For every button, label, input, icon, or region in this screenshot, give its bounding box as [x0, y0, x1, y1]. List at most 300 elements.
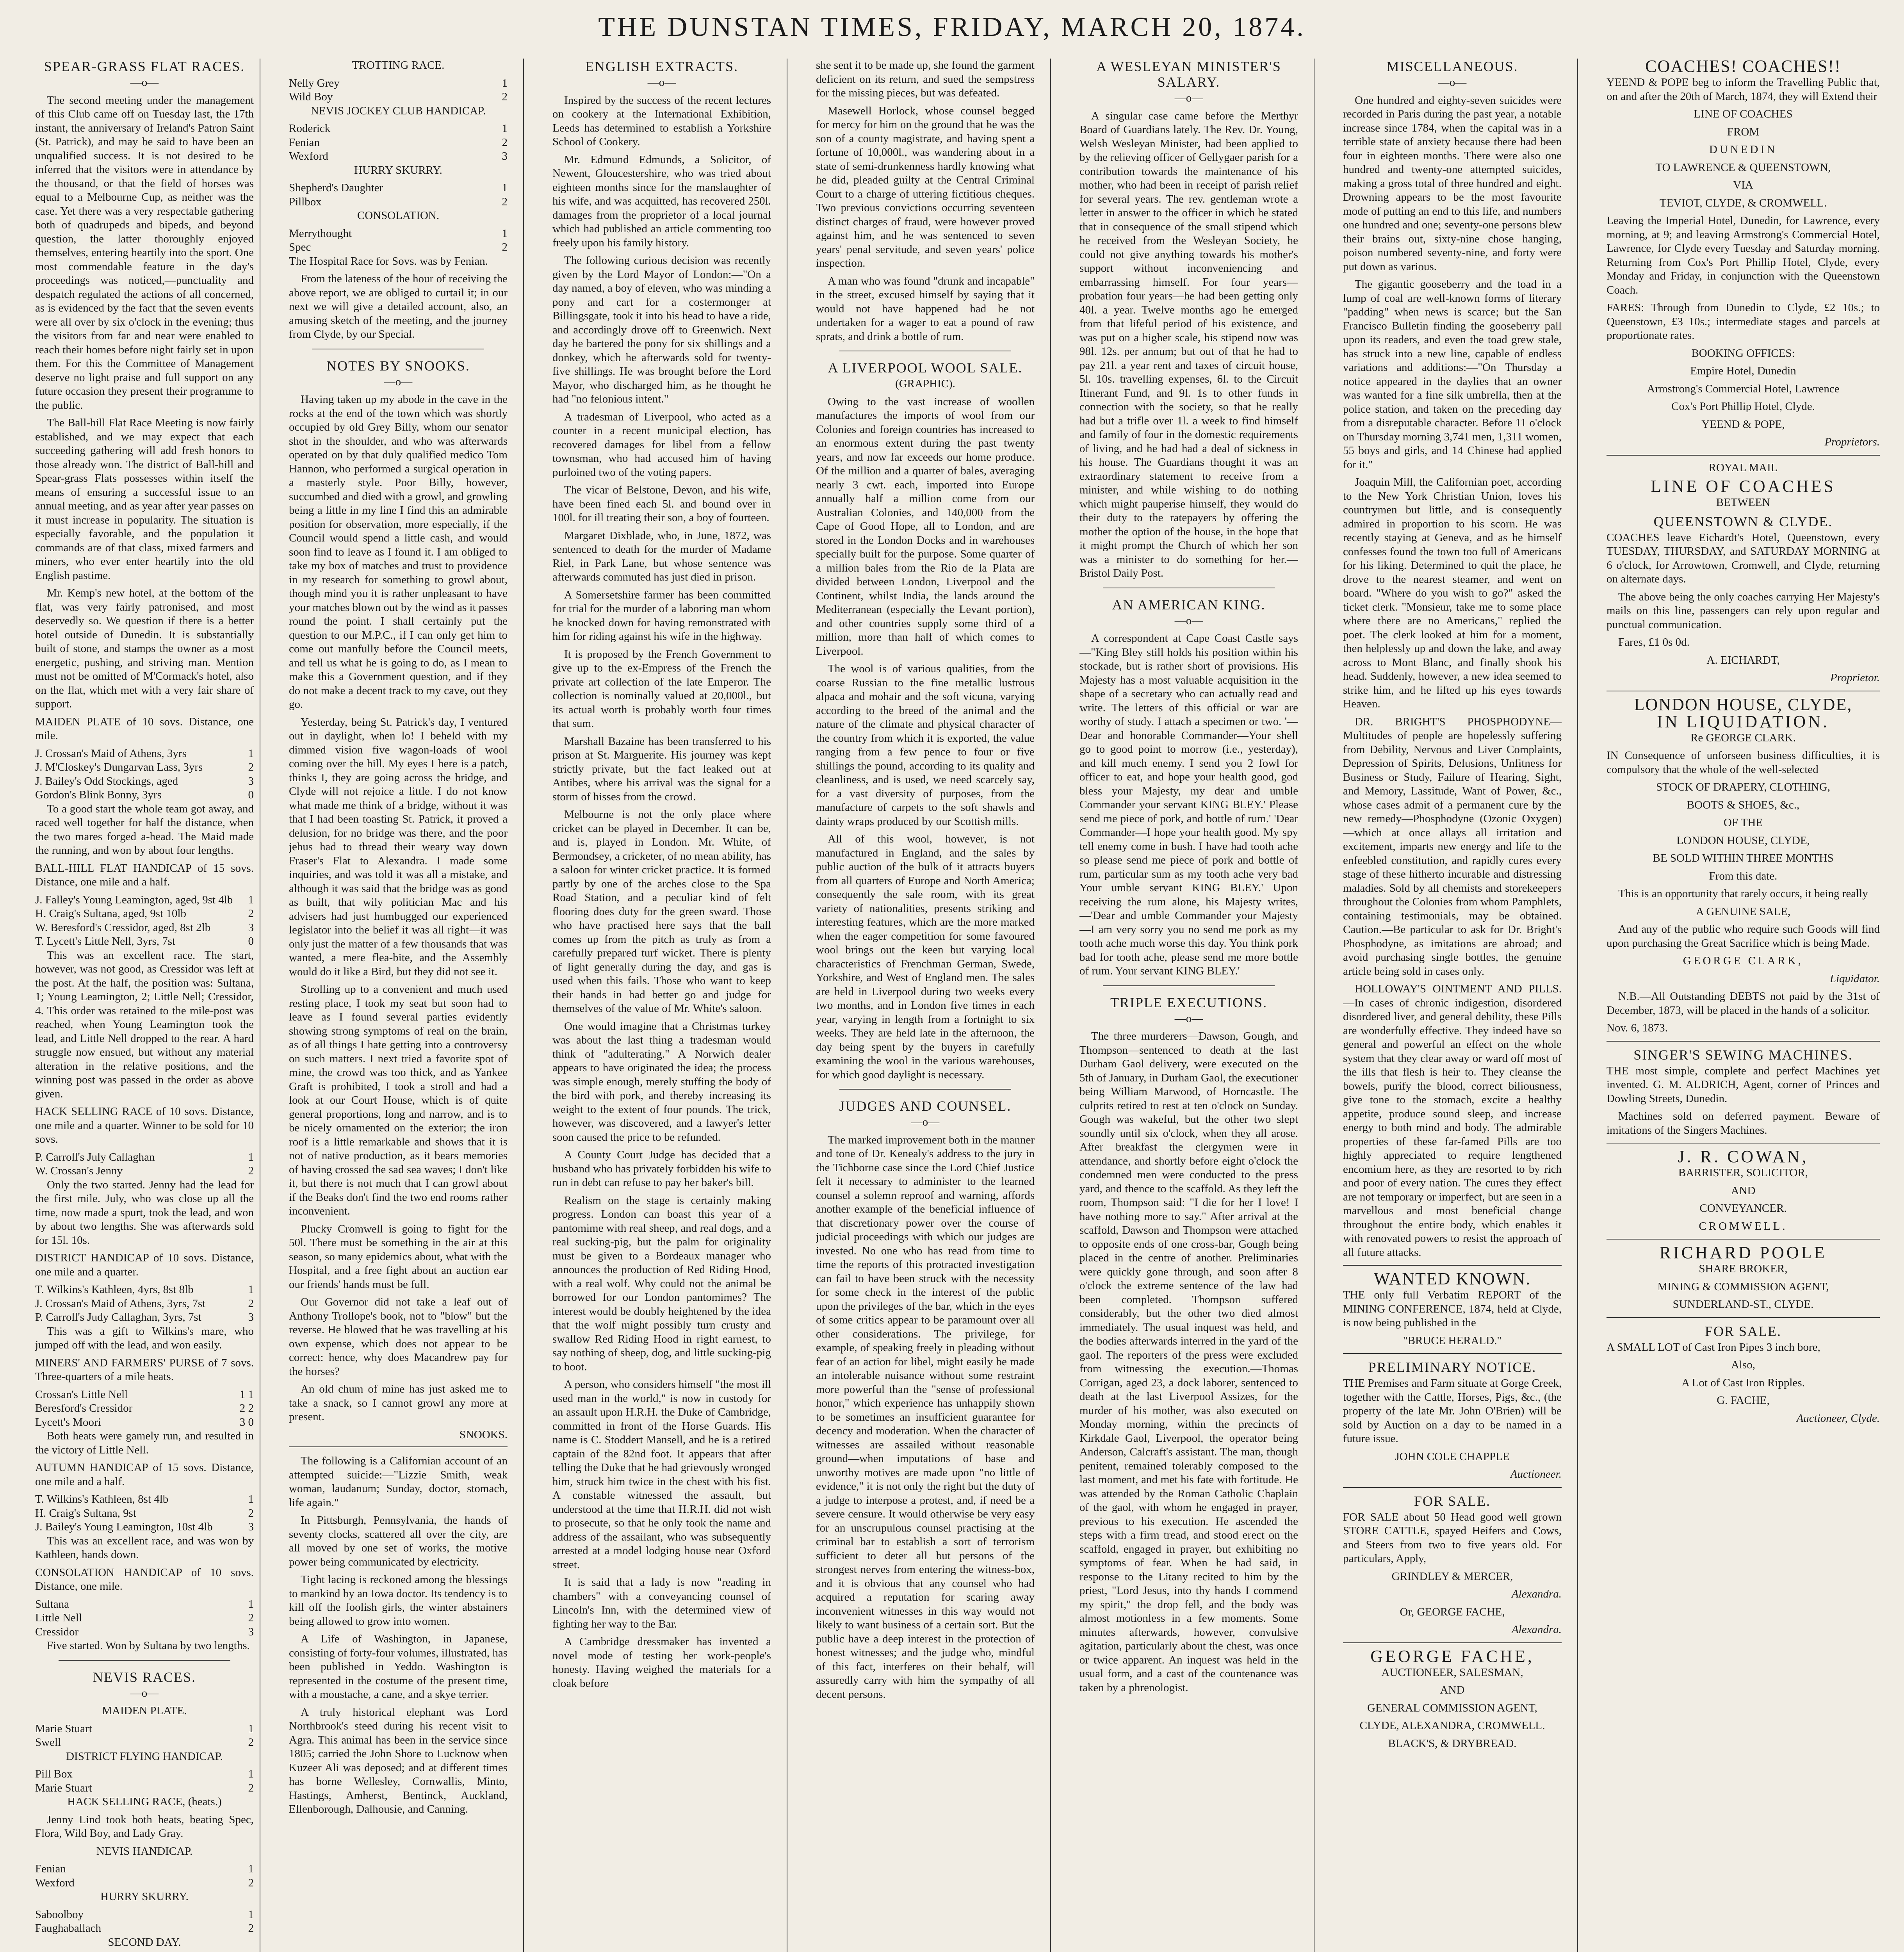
paragraph: Jenny Lind took both heats, beating Spec, Flora, Wild Boy, and Lady Gray.: [35, 1813, 254, 1840]
placing: 1: [248, 1908, 254, 1921]
horse-name: Faughaballach: [35, 1922, 102, 1934]
result-row: [35, 788, 254, 802]
ad-text: COACHES leave Eichardt's Hotel, Queenstown, every TUESDAY, THURSDAY, and SATURDAY MORNING at 6 o'clock, for Arrowtown, Cromwell, and Clyde, returning on alternate days.: [1607, 531, 1880, 585]
result-row: [35, 1520, 254, 1534]
result-row: [289, 181, 508, 195]
result-row: [35, 907, 254, 921]
ad-text: A GENUINE SALE,: [1696, 905, 1791, 918]
paragraph: The Ball-hill Flat Race Meeting is now fairly established, and we may expect that each succeeding gathering will add fresh honors to those already won. The district of Ball-hill and Spear-grass Flats possesses within itself the means of ensuring a successful issue to an annual meeting, and as year after year passes on it must increase in popularity. The situation is especially favorable, and the population it commands are of that class, mixed farmers and miners, who ever enter heartily into the old English pastime.: [35, 417, 254, 582]
ad-role: Auctioneer, Clyde.: [1796, 1412, 1880, 1425]
horse-name: T. Wilkins's Kathleen, 8st 4lb: [35, 1493, 169, 1505]
placing: 0: [248, 935, 254, 948]
results: [35, 1598, 254, 1639]
paragraph: The wool is of various qualities, from the coarse Russian to the fine metallic lustrous alpaca and mohair and the soft vicuna, varying according to the breed of the animal and the nature of the climate and physical character of the country from which it is exported, the value ranging from a few pence to four or five shillings the pound, according to its quality and cleanliness, and is used, we need scarcely say, for a vast diversity of purposes, from the manufacture of carpets to the soft shawls and dainty wraps produced by our Scottish mills.: [816, 663, 1035, 828]
results: [35, 1722, 254, 1750]
results: [35, 1908, 254, 1936]
article-title: A LIVERPOOL WOOL SALE.: [828, 360, 1023, 376]
race-title: HACK SELLING RACE of 10 sovs. Distance, one mile and a quarter. Winner to be sold for 10 sovs.: [35, 1105, 254, 1145]
ad-place: Alexandra.: [1511, 1623, 1562, 1636]
results: [35, 747, 254, 802]
horse-name: H. Craig's Sultana, 9st: [35, 1507, 136, 1519]
column-4: she sent it to be made up, she found the garment deficient on its return, and sued the sempstress for the missing pieces, but was defeated. Masewell Horlock, whose counsel begged for mercy for him on the ground that he was the son of a county magistrate, and having spent a fortune of 10,000l., was wandering about in a state of semi-drunkenness hardly knowing what he did, pleaded guilty at the Central Criminal Court to a charge of uttering fictitious cheques. Two previous convictions occurring seventeen distinct charges of fraud, were however proved against him, and he was sentenced to seven years' penal servitude, and seven years' police inspection. A man who was found "drunk and incapable" in the street, excused himself by saying that it would not have happened had he not undertaken for a wager to eat a pound of raw sprats, and drink a bottle of rum. A LIVERPOOL WOOL SALE. (GRAPHIC). Owing to the vast increase of woollen manufactures the imports of wool from our Colonies and foreign countries has increased to an enormous extent during the past twenty years, and now far exceeds our home produce. Of the million and a quarter of bales, averaging nearly 3 cwt. each, imported into Europe annually half a million come from our Australian Colonies, and 140,000 from the Cape of Good Hope, all to London, and are stored in the London Docks and in warehouses specially built for the purpose. Some quarter of a million bales from the Rio de la Plata are divided between London, Liverpool and the Continent, whilst India, the lands around the Mediterranean (especially the Levant portion), and other countries supply some third of a million, more than half of which comes to Liverpool. The wool is of various qualities, from the coarse Russian to the fine metallic lustrous alpaca and mohair and the soft vicuna, varying according to the breed of the animal and the nature of the climate and physical character of the country from which it is exported, the value ranging from a few pence to four or five shillings the pound, according to its quality and cleanliness, and is used, we need scarcely say, for a vast diversity of purposes, from the manufacture of carpets to the soft shawls and dainty wraps produced by our Scottish mills. All of this wool, however, is not manufactured in England, and the sales by public auction of the bulk of it attracts buyers from all quarters of Europe and North America; consequently the sale room, with its great variety of nationalities, presents striking and interesting features, which are the more marked when the eager competition for some favoured wool brings out the keen but varying local characteristics of Frenchman German, Swede, Yorkshire, and West of England men. The sales are held in Liverpool during two weeks every two months, and in London five times in each year, varying in length from a fortnight to six weeks. They are held late in the afternoon, the day being spent by the buyers in carefully examining the wool in the various warehouses, for which good daylight is necessary. JUDGES AND COUNSEL. —o— The marked improvement both in the manner and tone of Dr. Kenealy's address to the jury in the Tichborne case since the Lord Chief Justice felt it necessary to administer to the learned counsel a solemn reproof and warning, affords another example of the beneficial influence of that discretionary power over the course of judicial proceedings with which our judges are invested. No one who has read from time to time the reports of this protracted investigation can fail to have been struck with the necessity for some check in the interest of the public upon the privileges of the bar, which in the eyes of some critics appear to be paramount over all other considerations. The privilege, for example, of speaking freely in pleading without fear of an action for libel, might easily be made an intolerable nuisance without some restraint more powerful than the "sense of professional honor," which experience has unhappily shown to be sometimes an insufficient guarantee for decency and moderation. When the character of witnesses are assailed without reasonable ground—when imputations of base and unworthy motives are made upon "no little of evidence," it is not only the right but the duty of a judge to interpose a protest, and, if need be a severe censure. It would otherwise be very easy for an unscrupulous counsel practising at the criminal bar to establish a sort of terrorism sufficient to deter all but persons of the strongest nerves from entering the witness-box, and it is obvious that any counsel who had acquired a reputation for scaring away inconvenient witnesses in this way would not likely to want business of a certain sort. But the public have a deep interest in the protection of honest witnesses; and the judge who, mindful of this fact, interferes on their behalf, will assuredly carry with him the sympathy of all decent persons.: [816, 59, 1035, 1952]
paragraph: A County Court Judge has decided that a husband who has privately forbidden his wife to run in debt can refuse to pay her baker's bill.: [552, 1149, 771, 1189]
result-row: [289, 90, 508, 104]
placing: 1: [248, 1151, 254, 1163]
race-title: CONSOLATION.: [357, 209, 440, 222]
ad-title: PRELIMINARY NOTICE.: [1368, 1359, 1537, 1375]
ad-text: BARRISTER, SOLICITOR,: [1678, 1167, 1808, 1179]
ad-title: GEORGE FACHE,: [1370, 1646, 1534, 1666]
ad-text: THE only full Verbatim REPORT of the MINING CONFERENCE, 1874, held at Clyde, is now being published in the: [1343, 1289, 1562, 1329]
race-title: DISTRICT FLYING HANDICAP.: [66, 1750, 223, 1763]
results: [289, 227, 508, 255]
paragraph: A Life of Washington, in Japanese, consisting of forty-four volumes, illustrated, has been published in Yeddo. Washington is represented in the costume of the present time, with a moustache, a cane, and a skye terrier.: [289, 1633, 508, 1701]
ad-text: SHARE BROKER,: [1699, 1263, 1788, 1275]
results: [35, 1862, 254, 1890]
placing: 2: [502, 91, 508, 103]
ad-text: Leaving the Imperial Hotel, Dunedin, for Lawrence, every morning, at 9; and leaving Armstrong's Commercial Hotel, Lawrence, for Clyde every Tuesday and Saturday morning. Returning from Cox's Port Phillip Hotel, Clyde, every Monday and Friday, in conjunction with the Queenstown Coach.: [1607, 214, 1880, 296]
placing: 3: [248, 775, 254, 787]
result-row: [289, 150, 508, 164]
horse-name: Marie Stuart: [35, 1722, 92, 1735]
horse-name: T. Lycett's Little Nell, 3yrs, 7st: [35, 935, 176, 948]
ad-text: Armstrong's Commercial Hotel, Lawrence: [1647, 382, 1840, 395]
paragraph: All of this wool, however, is not manufactured in England, and the sales by public auction of the bulk of it attracts buyers from all quarters of Europe and North America; consequently the sale room, with its great variety of nationalities, presents striking and interesting features, which are the more marked when the eager competition for some favoured wool brings out the keen but varying local characteristics of Frenchman German, Swede, Yorkshire, and West of England men. The sales are held in Liverpool during two weeks every two months, and in London five times in each year, varying in length from a fortnight to six weeks. They are held late in the afternoon, the day being spent by the buyers in carefully examining the wool in the various warehouses, for which good daylight is necessary.: [816, 833, 1035, 1081]
result-row: [35, 1876, 254, 1890]
ad-text: Machines sold on deferred payment. Beware of imitations of the Singers Machines.: [1607, 1110, 1880, 1136]
article-title: NEVIS RACES.: [93, 1669, 196, 1685]
ad-text: SUNDERLAND-ST., CLYDE.: [1672, 1298, 1814, 1311]
results: [35, 1283, 254, 1325]
horse-name: Crossan's Little Nell: [35, 1388, 128, 1401]
paragraph: A Somersetshire farmer has been committed for trial for the murder of a laboring man whom he knocked down for having remonstrated with him for riding against his wife in the highway.: [552, 588, 771, 643]
ad-text: AND: [1440, 1684, 1465, 1696]
result-row: [35, 1151, 254, 1165]
ad-name: GRINDLEY & MERCER,: [1391, 1570, 1513, 1583]
paragraph: A truly historical elephant was Lord Northbrook's steed during his recent visit to Agra. This animal has been in the service since 1805; carried the John Shore to Lucknow when Kuzeer Ali was deposed; and at different times has borne Wellesley, Cornwallis, Minto, Hastings, Amherst, Bentinck, Auckland, Ellenborough, Dalhousie, and Canning.: [289, 1706, 508, 1815]
ad-text: BE SOLD WITHIN THREE MONTHS: [1653, 852, 1834, 864]
ad-title: FOR SALE.: [1705, 1323, 1782, 1339]
horse-name: Gordon's Blink Bonny, 3yrs: [35, 789, 162, 801]
result-row: [35, 1492, 254, 1507]
ad-text: A SMALL LOT of Cast Iron Pipes 3 inch bore,: [1607, 1341, 1820, 1354]
horse-name: Lycett's Moori: [35, 1416, 101, 1428]
result-row: [289, 227, 508, 241]
race-title: DISTRICT HANDICAP of 10 sovs. Distance, one mile and a quarter.: [35, 1252, 254, 1278]
column-3: ENGLISH EXTRACTS. —o— Inspired by the success of the recent lectures on cookery at the International Exhibition, Leeds has determined to establish a Yorkshire School of Cookery. Mr. Edmund Edmunds, a Solicitor, of Newent, Gloucestershire, who was tried about eighteen months since for the manslaughter of his wife, and was acquitted, has recovered 250l. damages from the proprietor of a local journal which had published an article commenting too freely upon his family history. The following curious decision was recently given by the Lord Mayor of London:—"On a day named, a boy of eleven, who was minding a pony and cart for a costermonger at Billingsgate, took it into his head to have a ride, and accordingly drove off to Greenwich. Next day he bartered the pony for six shillings and a donkey, which he afterwards sold for twenty-five shillings. He was brought before the Lord Mayor, who discharged him, as he thought he had "no felonious intent." A tradesman of Liverpool, who acted as a counter in a recent municipal election, has recovered damages for libel from a fellow townsman, who had accused him of having purloined two of the voting papers. The vicar of Belstone, Devon, and his wife, have been fined each 5l. and bound over in 100l. for ill treating their son, a boy of fourteen. Margaret Dixblade, who, in June, 1872, was sentenced to death for the murder of Madame Riel, in Park Lane, but whose sentence was afterwards commuted has just died in prison. A Somersetshire farmer has been committed for trial for the murder of a laboring man whom he knocked down for having remonstrated with him for riding against his wife in the highway. It is proposed by the French Government to give up to the ex-Empress of the French the private art collection of the late Emperor. The collection is nominally valued at 20,000l., but its actual worth is probably worth four times that sum. Marshall Bazaine has been transferred to his prison at St. Marguerite. His journey was kept strictly private, but the fact leaked out at Antibes, where his arrival was the signal for a storm of hisses from the crowd. Melbourne is not the only place where cricket can be played in December. It can be, and is, played in London. Mr. White, of Bermondsey, a cricketer, of no mean ability, has a saloon for winter cricket practice. It is formed partly by one of the arches close to the Spa Road Station, and a peculiar kind of felt flooring does duty for the green sward. Those who have practised here says that the ball comes up from the pitch as truly as from a carefully prepared turf wicket. There is plenty of light generally during the day, and gas is used when this fails. Those who want to keep their hands in had better go and judge for themselves of the value of Mr. White's saloon. One would imagine that a Christmas turkey was about the last thing a tradesman would think of "adulterating." A Norwich dealer appears to have originated the idea; the process was simple enough, merely stuffing the body of the bird with pork, and thereby increasing its weight to the extent of four pounds. The trick, however, was discovered, and a lawyer's letter soon caused the price to be refunded. A County Court Judge has decided that a husband who has privately forbidden his wife to run in debt can refuse to pay her baker's bill. Realism on the stage is certainly making progress. London can boast this year of a pantomime with real sheep, and real dogs, and a real sucking-pig, but the palm for originality must be given to a Bordeaux manager who announces the production of Red Riding Hood, with a real wolf. Why could not the animal be borrowed for our London pantomimes? The interest would be doubly heightened by the idea that the wolf might possibly turn crusty and swallow Red Riding Hood in right earnest, to say nothing of sheep, dog, and little sucking-pig to boot. A person, who considers himself "the most ill used man in the world," is now in custody for an assault upon H.R.H. the Duke of Cambridge, committed in front of the Horse Guards. His name is C. Stoddert Mansell, and he is a retired captain of the 82nd foot. It appears that after telling the Duke that he had grievously wronged him, struck him twice in the chest with his fist. A constable witnessed the assault, but understood at the time that H.R.H. did not wish to prosecute, so that he only took the name and address of the assailant, who was subsequently arrested at a model lodging house near Oxford street. It is said that a lady is now "reading in chambers" with a conveyancing counsel of Lincoln's Inn, with the determined view of fighting her way to the Bar. A Cambridge dressmaker has invented a novel mode of testing her work-people's honesty. Having weighed the materials for a cloak before: [552, 59, 771, 1952]
paragraph: Plucky Cromwell is going to fight for the 50l. There must be something in the air at this season, so many epidemics about, what with the Hospital, and a free fight about an auction ear our friends' hands must be full.: [289, 1222, 508, 1291]
placing: 2: [248, 1612, 254, 1624]
results: [35, 1151, 254, 1178]
horse-name: Little Nell: [35, 1612, 82, 1624]
results: [289, 122, 508, 164]
result-row: [35, 1767, 254, 1781]
placing: 3: [502, 150, 508, 162]
column-rule: [523, 59, 524, 1952]
placing: 0: [248, 789, 254, 801]
ad-role: Proprietor.: [1830, 671, 1880, 684]
ad-text: N.B.—All Outstanding DEBTS not paid by the 31st of December, 1873, will be placed in the hands of a solicitor.: [1607, 990, 1880, 1017]
horse-name: Swell: [35, 1736, 61, 1749]
placing: 2: [248, 1781, 254, 1794]
ad-text: LONDON HOUSE, CLYDE,: [1676, 834, 1810, 847]
result-row: [35, 921, 254, 935]
result-row: [35, 1164, 254, 1178]
advert-cowan: [1607, 1143, 1880, 1233]
paragraph: The Hospital Race for Sovs. was by Fenian.: [289, 255, 488, 267]
paragraph: One hundred and eighty-seven suicides were recorded in Paris during the past year, a notable increase since 1784, when the capital was in a terrible state of anxiety because there had been four in eighteen months. There were also one hundred and twenty-one attempted suicides, making a gross total of three hundred and eight. Drowning appears to be the most favourite mode of putting an end to this life, and numbers one hundred and one; seventy-one persons blew their brains out, sixty-nine chose hanging, poison numbered seventy-nine, and forty were put down as various.: [1343, 94, 1562, 273]
ad-name: A. EICHARDT,: [1706, 654, 1780, 666]
advert-sale: [1343, 1487, 1562, 1637]
result-row: [35, 893, 254, 907]
paragraph: This was an excellent race, and was won by Kathleen, hands down.: [35, 1534, 254, 1561]
ad-text: CLYDE, ALEXANDRA, CROMWELL.: [1359, 1719, 1545, 1732]
horse-name: T. Wilkins's Kathleen, 4yrs, 8st 8lb: [35, 1283, 194, 1296]
advert-singer: [1607, 1041, 1880, 1138]
column-rule: [1577, 59, 1578, 1952]
paragraph: Having taken up my abode in the cave in the rocks at the end of the town which was shortly occupied by old Grey Billy, whom our senator shot in the shoulder, and who was afterwards operated on by that duly qualified medico Tom Hannon, who performed a surgical operation in a masterly style. Poor Billy, however, succumbed and died with a growl, and growling being a little in my line I find this an admirable position for observation, more especially, if the Council would spend a little cash, and would soon find to leave as I found it. I am obliged to take my box of matches and trust to providence in my research for something to growl about, though mind you it is rather unpleasant to have your matches blown out by the wind as it passes round the point. I shall certainly put the question to our M.P.C., if I can only get him to come out manfully before the Council meets, and tell us what he is going to do, as I mean to make this a Government question, and if they do not make a decent track to my cave, out they go.: [289, 393, 508, 711]
ad-text: OF THE: [1723, 816, 1763, 829]
paragraph: This was an excellent race. The start, however, was not good, as Cressidor was left at the post. At the half, the position was: Sultana, 1; Young Leamington, 2; Little Nell; Cressidor, 4. This order was retained to the mile-post was reached, when Young Leamington took the lead, and Little Nell dropped to the rear. A hard struggle now ensued, but without any material alteration in the relative positions, and the winning post was passed in the order as above given.: [35, 949, 254, 1100]
paragraph: Mr. Kemp's new hotel, at the bottom of the flat, was very fairly patronised, and most deservedly so. We question if there is a better hotel outside of Dunedin. It is substantially built of stone, and stamps the owner as a most energetic, pushing, and striving man. Mention must not be omitted of M'Cormack's hotel, also on the flat, which met with a very fair share of support.: [35, 587, 254, 710]
placing: 2: [248, 1922, 254, 1934]
paragraph: The following is a Californian account of an attempted suicide:—"Lizzie Smith, weak woman, laudanum; Sunday, doctor, stomach, life again.": [289, 1455, 508, 1509]
paragraph: Five started. Won by Sultana by two lengths.: [47, 1639, 250, 1652]
horse-name: Pill Box: [35, 1768, 73, 1780]
result-row: [35, 935, 254, 949]
ad-text: "BRUCE HERALD.": [1403, 1334, 1502, 1347]
ad-role: Proprietors.: [1824, 436, 1880, 448]
horse-name: Wild Boy: [289, 91, 333, 103]
ad-text: Empire Hotel, Dunedin: [1690, 365, 1796, 377]
ad-text: BETWEEN: [1716, 496, 1770, 509]
placing: 2: [248, 1297, 254, 1310]
race-title: NEVIS JOCKEY CLUB HANDICAP.: [310, 104, 486, 117]
placing: 2: [502, 136, 508, 149]
horse-name: Marie Stuart: [35, 1781, 92, 1794]
ad-title: IN LIQUIDATION.: [1657, 712, 1829, 731]
paragraph: In Pittsburgh, Pennsylvania, the hands of seventy clocks, scattered all over the city, are all moved by one set of works, the motive power being communicated by electricity.: [289, 1514, 508, 1568]
paragraph: A tradesman of Liverpool, who acted as a counter in a recent municipal election, has recovered damages for libel from a fellow townsman, who had accused him of having purloined two of the voting papers.: [552, 410, 771, 479]
horse-name: J. Bailey's Young Leamington, 10st 4lb: [35, 1521, 213, 1533]
race-title: AUTUMN HANDICAP of 15 sovs. Distance, one mile and a half.: [35, 1461, 254, 1488]
ad-text: BOOTS & SHOES, &c.,: [1687, 798, 1800, 811]
placing: 2: [248, 1736, 254, 1749]
ad-title: FOR SALE.: [1414, 1493, 1491, 1509]
result-row: [35, 1781, 254, 1795]
placing: 1: [248, 1598, 254, 1610]
paragraph: The following curious decision was recently given by the Lord Mayor of London:—"On a day named, a boy of eleven, who was minding a pony and cart for a costermonger at Billingsgate, took it into his head to have a ride, and accordingly drove off to Greenwich. Next day he bartered the pony for six shillings and a donkey, which he afterwards sold for twenty-five shillings. He was brought before the Lord Mayor, who discharged him, as he thought he had "no felonious intent.": [552, 254, 771, 405]
paragraph: An old chum of mine has just asked me to take a snack, so I cannot growl any more at present.: [289, 1383, 508, 1423]
ad-text: FROM: [1727, 125, 1760, 138]
paragraph: Marshall Bazaine has been transferred to his prison at St. Marguerite. His journey was kept strictly private, but the fact leaked out at Antibes, where his arrival was the signal for a storm of hisses from the crowd.: [552, 735, 771, 803]
ad-text: MINING & COMMISSION AGENT,: [1657, 1280, 1829, 1293]
advert-coaches: [1607, 59, 1880, 449]
paragraph: The second meeting under the management of this Club came off on Tuesday last, the 17th instant, the anniversary of Ireland's Patron Saint (St. Patrick), and may be said to have been an unqualified success. It is not desired to be inferred that the visitors were in attendance by the thousand, or that the field of horses was equal to a Melbourne Cup, as neither was the case. Yet there was a very respectable gathering both of quadrupeds and bipeds, and beyond question, the latter thoroughly enjoyed themselves, entering heartily into the sport. One most commendable feature in the day's proceedings was noticed,—punctuality and despatch regulated the actions of all concerned, as is evidenced by the fact that the seven events were all over by six o'clock in the evening; thus the visitors from far and near were enabled to reach their homes before night fairly set in upon them. For this the Committee of Management deserve no light praise and full support on any future occasion they present their programme to the public.: [35, 94, 254, 411]
article-title: JUDGES AND COUNSEL.: [839, 1098, 1012, 1114]
masthead: [0, 0, 1904, 50]
article-title: TRIPLE EXECUTIONS.: [1110, 994, 1267, 1010]
result-row: [289, 122, 508, 136]
horse-name: J. M'Closkey's Dungarvan Lass, 3yrs: [35, 761, 203, 773]
race-title: BALL-HILL FLAT HANDICAP of 15 sovs. Distance, one mile and a half.: [35, 862, 254, 888]
ad-text: FOR SALE about 50 Head good well grown STORE CATTLE, spayed Heifers and Cows, and Steers from two to five years old. For particulars, Apply,: [1343, 1510, 1562, 1565]
ad-text: THE Premises and Farm situate at Gorge Creek, together with the Cattle, Horses, Pigs, &c., (the property of the late Mr. John O'Brien) will be sold by Auction on a day to be named in a future issue.: [1343, 1377, 1562, 1445]
ad-name: G. FACHE,: [1717, 1394, 1770, 1407]
ad-title: LINE OF COACHES: [1651, 477, 1836, 496]
result-row: [35, 1507, 254, 1521]
paragraph: Masewell Horlock, whose counsel begged for mercy for him on the ground that he was the son of a county magistrate, and having spent a fortune of 10,000l., was wandering about in a state of semi-drunkenness hardly knowing what he did, pleaded guilty at the Central Criminal Court to a charge of uttering fictitious cheques. Two previous convictions occurring seventeen distinct charges of fraud, were however proved against him, and he was sentenced to seven years' penal servitude, and seven years' police inspection.: [816, 104, 1035, 269]
placing: 3 0: [239, 1416, 254, 1428]
horse-name: J. Falley's Young Leamington, aged, 9st 4lb: [35, 893, 233, 906]
horse-name: Wexford: [35, 1876, 75, 1889]
horse-name: P. Carroll's Judy Callaghan, 3yrs, 7st: [35, 1311, 201, 1323]
advert-fache: [1343, 1642, 1562, 1751]
horse-name: Spec: [289, 241, 311, 253]
ad-title: J. R. COWAN,: [1678, 1147, 1809, 1166]
horse-name: W. Beresford's Cressidor, aged, 8st 2lb: [35, 921, 211, 934]
results: [289, 77, 508, 104]
placing: 1: [248, 1283, 254, 1296]
result-row: [35, 1297, 254, 1311]
paragraph: Margaret Dixblade, who, in June, 1872, was sentenced to death for the murder of Madame Riel, in Park Lane, but whose sentence was afterwards commuted has just died in prison.: [552, 529, 771, 583]
article-title: A WESLEYAN MINISTER'S SALARY.: [1096, 59, 1281, 90]
race-title: MAIDEN PLATE of 10 sovs. Distance, one mile.: [35, 715, 254, 742]
column-2: TROTTING RACE. Nelly Grey 1 Wild Boy 2 NEVIS JOCKEY CLUB HANDICAP. Roderick 1 Fenian 2 Wexford 3 HURRY SKURRY. Shepherd's Daughter 1 Pillbox 2 CONSOLATION. Merrythought 1 Spec 2 The Hospital Race for Sovs. was by Fenian. From the lateness of the hour of receiving the above report, we are obliged to curtail it; in our next we will give a detailed account, also, an amusing sketch of the meeting, and the journey from Clyde, by our Special. NOTES BY SNOOKS. —o— Having taken up my abode in the cave in the rocks at the end of the town which was shortly occupied by old Grey Billy, whom our senator shot in the shoulder, and who was afterwards operated on by that duly qualified medico Tom Hannon, who performed a surgical operation in a masterly style. Poor Billy, however, succumbed and died with a growl, and growling being a little in my line I find this an admirable position for observation, more especially, if the Council would spend a little cash, and would soon find to leave as I found it. I am obliged to take my box of matches and trust to providence in my research for something to growl about, though mind you it is rather unpleasant to have your matches blown out by the wind as it passes round the point. I shall certainly put the question to our M.P.C., if I can only get him to come out manfully before the Council meets, and tell us what he is going to do, as I mean to make this a Government question, and if they do not make a decent track to my cave, out they go. Yesterday, being St. Patrick's day, I ventured out in daylight, when lo! I beheld with my dimmed vision five wagon-loads of wool coming over the hill. My eyes I here is a patch, thinks I, they are going across the bridge, and Clyde will not rejoice a little. I do not know what made me think of a bridge, without it was that I had been toasting St. Patrick, it proved a delusion, for no bridge was there, and the poor jehus had to thread their weary way down Fraser's Flat to Alexandra. I made some inquiries, and was told it was all a mistake, and although it was said that the bridge was as good as built, that wily politician Mac and his advisers had just humbugged our experienced legislator into the belief it was all right—it was only just the matter of a few thousands that was wanted, a mere flea-bite, and the Assembly would do it like a Bird, but they did not see it. Strolling up to a convenient and much used resting place, I took my seat but soon had to leave as I found several parties evidently showing strong symptoms of real on the brain, as of all things I hate getting into a controversy on such matters. I next tried a favorite spot of mine, the crowd was too thick, and as Yankee Graft is prohibited, I took a stroll and had a look at our Court House, which is of quite general proportions, long and narrow, and is to be nicely ornamented on the exterior; the iron roof is a little remarkable and shows that it is not of native production, as it bears memories of having crossed the sad sea waves; I don't like it, but there is not much that I can growl about if the Beaks don't find the two end rooms rather inconvenient. Plucky Cromwell is going to fight for the 50l. There must be something in the air at this season, so many epidemics about, what with the Hospital, and a free fight about an auction ear our friends' hands must be full. Our Governor did not take a leaf out of Anthony Trollope's book, not to "blow" but the reverse. He blowed that he was travelling at his own expense, which does not appear to be correct: hence, why does Macandrew pay for the horses? An old chum of mine has just asked me to take a snack, so I cannot growl any more at present. SNOOKS. The following is a Californian account of an attempted suicide:—"Lizzie Smith, weak woman, laudanum; Sunday, doctor, stomach, life again." In Pittsburgh, Pennsylvania, the hands of seventy clocks, scattered all over the city, are all moved by one set of works, the motive power being communicated by electricity. Tight lacing is reckoned among the blessings to mankind by an Iowa doctor. Its tendency is to kill off the foolish girls, the winter abstainers being allowed to grow into women. A Life of Washington, in Japanese, consisting of forty-four volumes, illustrated, has been published in Yeddo. Washington is represented in the costume of the present time, with a moustache, a cane, and a skye terrier. A truly historical elephant was Lord Northbrook's steed during his recent visit to Agra. This animal has been in the service since 1805; carried the John Shore to Lucknow when Kuzeer Ali was deposed; and at different times has borne Wellesley, Cornwallis, Minto, Hastings, Amherst, Bentinck, Auckland, Ellenborough, Dalhousie, and Canning.: [289, 59, 508, 1952]
paragraph: One would imagine that a Christmas turkey was about the last thing a tradesman would think of "adulterating." A Norwich dealer appears to have originated the idea; the process was simple enough, merely stuffing the body of the bird with pork, and thereby increasing its weight to the extent of four pounds. The trick, however, was discovered, and a lawyer's letter soon caused the price to be refunded.: [552, 1020, 771, 1143]
placing: 1: [248, 1768, 254, 1780]
paragraph: Mr. Edmund Edmunds, a Solicitor, of Newent, Gloucestershire, who was tried about eighteen months since for the manslaughter of his wife, and was acquitted, has recovered 250l. damages from the proprietor of a local journal which had published an article commenting too freely upon his family history.: [552, 153, 771, 249]
ad-role: Auctioneer.: [1510, 1468, 1562, 1480]
advert-london-house: [1607, 691, 1880, 1035]
result-row: [35, 1625, 254, 1639]
race-title: NEVIS HANDICAP.: [96, 1845, 193, 1858]
columns: [35, 59, 1882, 1952]
race-title: MINERS' AND FARMERS' PURSE of 7 sovs. Three-quarters of a mile heats.: [35, 1356, 254, 1383]
placing: 1: [502, 182, 508, 194]
race-title: TROTTING RACE.: [352, 59, 445, 71]
placing: 1: [248, 1493, 254, 1505]
placing: 1: [248, 747, 254, 760]
paragraph: Only the two started. Jenny had the lead for the first mile. July, who was close up all the time, now made a spurt, took the lead, and won by about two lengths. She was afterwards sold for 15l. 10s.: [35, 1178, 254, 1247]
horse-name: Fenian: [289, 136, 320, 149]
paragraph: It is said that a lady is now "reading in chambers" with a conveyancing counsel of Lincoln's Inn, with the determined view of fighting her way to the Bar.: [552, 1576, 771, 1630]
result-row: [35, 760, 254, 775]
ad-title: WANTED KNOWN.: [1373, 1269, 1531, 1288]
paragraph: Owing to the vast increase of woollen manufactures the imports of wool from our Colonies and foreign countries has increased to an enormous extent during the past twenty years, and now far exceeds our home produce. Of the million and a quarter of bales, averaging nearly 3 cwt. each, imported into Europe annually half a million come from our Australian Colonies, and 140,000 from the Cape of Good Hope, all to London, and are stored in the London Docks and in warehouses specially built for the purpose. Some quarter of a million bales from the Rio de la Plata are divided between London, Liverpool and the Continent, whilst India, the lands around the Mediterranean (especially the Levant portion), and other countries supply some third of a million, more than half of which comes to Liverpool.: [816, 395, 1035, 657]
advert-pipes: [1607, 1317, 1880, 1426]
paragraph: A correspondent at Cape Coast Castle says—"King Bley still holds his position within his stockade, but is rather short of provisions. His Majesty has a most valuable acquisition in the shape of a secretary who can actually read and write. The letters of this official or war are worthy of study. I attach a specimen or two. '—Dear and honorable Commander—Your shell go to good point to morrow (i.e., yesterday), and kill much enemy. I send you 2 fowl for officer to eat, and hope your health good, god bless your Majesty, my dear and umble Commander your servant KING BLEY.' Please send me piece of pork, and bottle of rum.' 'Dear Commander—I hope your health good. My spy tell enemy come in bush. I have had tooth ache so please send me piece of pork and bottle of rum, particular sum as my tooth ache very bad Your umble servant KING BLEY.' Upon receiving the rum alone, his Majesty writes,—'Dear and umble Commander your Majesty—I am very sorry you no send me pork as my tooth ache much worse this day. You think pork bad for tooth ache, please send me more bottle of rum. Your servant KING BLEY.': [1079, 632, 1298, 977]
paragraph: Realism on the stage is certainly making progress. London can boast this year of a pantomime with real sheep, and real dogs, and a real sucking-pig, but the palm for originality must be given to a Bordeaux manager who announces the production of Red Riding Hood, with a real wolf. Why could not the animal be borrowed for our London pantomimes? The interest would be doubly heightened by the idea that the wolf might possibly turn crusty and swallow Red Riding Hood in right earnest, to say nothing of sheep, dog, and little sucking-pig to boot.: [552, 1194, 771, 1373]
ad-text: Re GEORGE CLARK.: [1690, 731, 1796, 744]
paragraph: From the lateness of the hour of receiving the above report, we are obliged to curtail it; in our next we will give a detailed account, also, an amusing sketch of the meeting, and the journey from Clyde, by our Special.: [289, 272, 508, 340]
paragraph: Melbourne is not the only place where cricket can be played in December. It can be, and is, played in London. Mr. White, of Bermondsey, a cricketer, of no mean ability, has a saloon for winter cricket practice. It is formed partly by one of the arches close to the Spa Road Station, and a peculiar kind of felt flooring does duty for the green sward. Those who have practised here says that the ball comes up from the pitch as truly as from a carefully prepared turf wicket. There is plenty of light generally during the day, and gas is used when this fails. Those who want to keep their hands in had better go and judge for themselves of the value of Mr. White's saloon.: [552, 808, 771, 1015]
ad-title: RICHARD POOLE: [1659, 1243, 1827, 1262]
race-title: HACK SELLING RACE, (heats.): [67, 1795, 222, 1808]
article-subtitle: (GRAPHIC).: [895, 378, 955, 390]
horse-name: Beresford's Cressidor: [35, 1402, 133, 1414]
placing: 2: [248, 1165, 254, 1177]
signature: SNOOKS.: [459, 1428, 508, 1441]
paragraph: DR. BRIGHT'S PHOSPHODYNE—Multitudes of people are hopelessly suffering from Debility, Nervous and Liver Complaints, Depression of Spirits, Delusions, Unfitness for Business or Study, Failure of Hearing, Sight, and Memory, Lassitude, Want of Power, &c., whose cases admit of a permanent cure by the new remedy—Phosphodyne (Ozonic Oxygen)—which at once allays all irritation and excitement, imparts new energy and life to the enfeebled constitution, and rapidly cures every stage of these hitherto incurable and distressing maladies. Sold by all chemists and storekeepers throughout the Colonies from whom Pamphlets, containing testimonials, may be obtained. Caution.—Be particular to ask for Dr. Bright's Phosphodyne, as imitations are abroad; and avoid purchasing single bottles, the genuine article being sold in cases only.: [1343, 715, 1562, 978]
result-row: [289, 136, 508, 150]
ad-role: Liquidator.: [1829, 972, 1880, 985]
ad-title: SINGER'S SEWING MACHINES.: [1633, 1047, 1853, 1063]
horse-name: Nelly Grey: [289, 77, 340, 89]
paragraph: It is proposed by the French Government to give up to the ex-Empress of the French the private art collection of the late Emperor. The collection is nominally valued at 20,000l., but its actual worth is probably worth four times that sum.: [552, 648, 771, 730]
ad-text: The above being the only coaches carrying Her Majesty's mails on this line, passengers can rely upon regular and punctual communication.: [1607, 590, 1880, 631]
result-row: [35, 1862, 254, 1876]
result-row: [35, 1598, 254, 1612]
ad-title: QUEENSTOWN & CLYDE.: [1653, 513, 1833, 529]
ad-text: AUCTIONEER, SALESMAN,: [1381, 1666, 1523, 1679]
ad-text: A Lot of Cast Iron Ripples.: [1681, 1376, 1805, 1389]
results: [35, 1767, 254, 1795]
ad-text: CROMWELL.: [1699, 1220, 1788, 1232]
result-row: [35, 1736, 254, 1750]
column-5: A WESLEYAN MINISTER'S SALARY. —o— A singular case came before the Merthyr Board of Guardians lately. The Rev. Dr. Young, Welsh Wesleyan Minister, had been applied to by the relieving officer of Gellygaer parish for a contribution towards the maintenance of his mother, who had been in receipt of parish relief for several years. The rev. gentleman wrote a letter in answer to the officer in which he stated that in consequence of the small stipend which he received from the Wesleyan Society, he could not give anything towards his mother's support without inconveniencing and embarrassing himself. For four years—probation four years—he had been getting only 40l. a year. Twelve months ago he emerged from that lifeful period of his existence, and was put on a higher scale, his stipend now was 98l. 12s. per annum; but out of that he had to pay 21l. a year rent and taxes of circuit house, 5l. 10s. travelling expenses, 6l. to the Circuit Itinerant Fund, and 9l. 1s to other funds in connection with the society, so that he really had but a trifle over 1l. a week to find himself and family of four in the domestic requirements of living, and he had had a deal of sickness in his house. The Guardians thought it was an extraordinary statement to receive from a minister, and while wishing to do nothing which might pauperise himself, they would do their duty to the ratepayers by offering the mother the option of the house, in the hope that it might prompt the Church of which her son was a minister to do something for her.—Bristol Daily Post. AN AMERICAN KING. —o— A correspondent at Cape Coast Castle says—"King Bley still holds his position within his stockade, but is rather short of provisions. His Majesty has a most valuable acquisition in the shape of a secretary who can actually read and write. The letters of this official or war are worthy of study. I attach a specimen or two. '—Dear and honorable Commander—Your shell go to good point to morrow (i.e., yesterday), and kill much enemy. I send you 2 fowl for officer to eat, and hope your health good, god bless your Majesty, my dear and umble Commander your servant KING BLEY.' Please send me piece of pork, and bottle of rum.' 'Dear Commander—I hope your health good. My spy tell enemy come in bush. I have had tooth ache so please send me piece of pork and bottle of rum, particular sum as my tooth ache very bad Your umble servant KING BLEY.' Upon receiving the rum alone, his Majesty writes,—'Dear and umble Commander your Majesty—I am very sorry you no send me pork as my tooth ache much worse this day. You think pork bad for tooth ache, please send me more bottle of rum. Your servant KING BLEY.' TRIPLE EXECUTIONS. —o— The three murderers—Dawson, Gough, and Thompson—sentenced to death at the last Durham Gaol delivery, were executed on the 5th of January, in Durham Gaol, the executioner being William Marwood, of Horncastle. The culprits retired to rest at ten o'clock on Sunday. Gough was wakeful, but the other two slept soundly until six o'clock, when they all arose. After breakfast the clergymen were in attendance, and shortly before eight o'clock the condemned men were conducted to the press yard, and thence to the scaffold. As they left the room, Thompson said: "I die for her I love! I have nothing more to say." After arrival at the scaffold, Dawson and Thompson were attached to opposite ends of one cross-bar, Gough being placed in the centre of another. Preliminaries were quickly gone through, and soon after 8 o'clock the extreme sentence of the law had been completed. Thompson suffered considerably, but the other two died almost immediately. The usual inquest was held, and the bodies afterwards interred in the yard of the gaol. The reporters of the press were excluded from witnessing the execution.—Thomas Corrigan, aged 23, a dock laborer, sentenced to death at the last Liverpool Assizes, for the murder of his mother, was also executed on Monday morning, within the precincts of Kirkdale Gaol, Liverpool, the operator being Anderson, Calcraft's assistant. The man, though penitent, remained tolerably composed to the last moment, and met his fate with fortitude. He was attended by the Roman Catholic Chaplain of the gaol, with whom he engaged in prayer, previous to his execution. He ascended the steps with a firm tread, and stood erect on the scaffold, engaged in prayer, but exhibiting no symptoms of fear. When he had said, in response to the Litany recited to him by the priest, "Lord Jesus, into thy hands I commend my spirit," the drop fell, and the body was almost motionless in a few moments. Some minutes afterwards, however, convulsive agitation, particularly about the chest, was once or twice apparent. An inquest was held in the usual form, and a cast of the countenance was taken by a phrenologist.: [1079, 59, 1298, 1952]
result-row: [35, 1388, 254, 1402]
ad-text: This is an opportunity that rarely occurs, it being really: [1618, 887, 1868, 900]
result-row: [35, 1908, 254, 1922]
column-1: SPEAR-GRASS FLAT RACES. —o— The second meeting under the management of this Club came off on Tuesday last, the 17th instant, the anniversary of Ireland's Patron Saint (St. Patrick), and may be said to have been an unqualified success. It is not desired to be inferred that the visitors were in attendance by the thousand, or that the field of horses was equal to a Melbourne Cup, as neither was the case. Yet there was a very respectable gathering both of quadrupeds and bipeds, and beyond question, the latter thoroughly enjoyed themselves, entering heartily into the sport. One most commendable feature in the day's proceedings was noticed,—punctuality and despatch regulated the actions of all concerned, as is evidenced by the fact that the seven events were all over by six o'clock in the evening; thus the visitors from far and near were enabled to reach their homes before night fairly set in upon them. For this the Committee of Management deserve no light praise and full support on any future occasion they present their programme to the public. The Ball-hill Flat Race Meeting is now fairly established, and we may expect that each succeeding gathering will add fresh honors to those already won. The district of Ball-hill and Spear-grass Flats possesses within itself the means of ensuring a successful issue to an annual meeting, and as year after year passes on it must increase in popularity. The situation is especially favorable, and the population it commands are of that class, mixed farmers and miners, who ever enter heartily into the old English pastime. Mr. Kemp's new hotel, at the bottom of the flat, was very fairly patronised, and most deservedly so. We question if there is a better hotel outside of Dunedin. It is substantially built of stone, and stamps the owner as a most energetic, pushing, and striving man. Mention must not be omitted of M'Cormack's hotel, also on the flat, which met with a very fair share of support. MAIDEN PLATE of 10 sovs. Distance, one mile. J. Crossan's Maid of Athens, 3yrs 1 J. M'Closkey's Dungarvan Lass, 3yrs 2 J. Bailey's Odd Stockings, aged 3 Gordon's Blink Bonny, 3yrs 0 To a good start the whole team got away, and raced well together for half the distance, when the two mares forged a-head. The Maid made the running, and won by about four lengths. BALL-HILL FLAT HANDICAP of 15 sovs. Distance, one mile and a half. J. Falley's Young Leamington, aged, 9st 4lb 1 H. Craig's Sultana, aged, 9st 10lb 2 W. Beresford's Cressidor, aged, 8st 2lb 3 T. Lycett's Little Nell, 3yrs, 7st 0 This was an excellent race. The start, however, was not good, as Cressidor was left at the post. At the half, the position was: Sultana, 1; Young Leamington, 2; Little Nell; Cressidor, 4. This order was retained to the mile-post was reached, when Young Leamington took the lead, and Little Nell dropped to the rear. A hard struggle now ensued, but without any material alteration in the relative positions, and the winning post was passed in the order as above given. HACK SELLING RACE of 10 sovs. Distance, one mile and a quarter. Winner to be sold for 10 sovs. P. Carroll's July Callaghan 1 W. Crossan's Jenny 2 Only the two started. Jenny had the lead for the first mile. July, who was close up all the time, now made a spurt, took the lead, and won by about two lengths. She was afterwards sold for 15l. 10s. DISTRICT HANDICAP of 10 sovs. Distance, one mile and a quarter. T. Wilkins's Kathleen, 4yrs, 8st 8lb 1 J. Crossan's Maid of Athens, 3yrs, 7st 2 P. Carroll's Judy Callaghan, 3yrs, 7st 3 This was a gift to Wilkins's mare, who jumped off with the lead, and won easily. MINERS' AND FARMERS' PURSE of 7 sovs. Three-quarters of a mile heats. Crossan's Little Nell 1 1 Beresford's Cressidor 2 2 Lycett's Moori 3 0 Both heats were gamely run, and resulted in the victory of Little Nell. AUTUMN HANDICAP of 15 sovs. Distance, one mile and a half. T. Wilkins's Kathleen, 8st 4lb 1 H. Craig's Sultana, 9st 2 J. Bailey's Young Leamington, 10st 4lb 3 This was an excellent race, and was won by Kathleen, hands down. CONSOLATION HANDICAP of 10 sovs. Distance, one mile. Sultana 1 Little Nell 2 Cressidor 3 Five started. Won by Sultana by two lengths. NEVIS RACES. —o— MAIDEN PLATE. Marie Stuart 1 Swell 2 DISTRICT FLYING HANDICAP. Pill Box 1 Marie Stuart 2 HACK SELLING RACE, (heats.) Jenny Lind took both heats, beating Spec, Flora, Wild Boy, and Lady Gray. NEVIS HANDICAP. Fenian 1 Wexford 2 HURRY SKURRY. Saboolboy 1 Faughaballach 2 SECOND DAY.: [35, 59, 254, 1952]
ad-name: Or, GEORGE FACHE,: [1400, 1605, 1505, 1618]
placing: 1: [248, 1863, 254, 1875]
ad-text: LINE OF COACHES: [1694, 108, 1793, 120]
paragraph: The gigantic gooseberry and the toad in a lump of coal are well-known forms of literary "padding" when news is scarce; but the San Francisco Bulletin finding the gooseberry pall upon its readers, and even the toad grew stale, has struck into a new line, capable of endless variations and additions:—"On Thursday a notice appeared in the daylies that an owner was wanted for a fine silk umbrella, then at the police station, and taken on the preceding day from a disreputable character. Before 11 o'clock on Thursday morning 3,741 men, 1,311 women, 55 boys and girls, and 14 Chinese had applied for it.": [1343, 278, 1562, 471]
paragraph: Both heats were gamely run, and resulted in the victory of Little Nell.: [35, 1430, 254, 1456]
advert-poole: [1607, 1239, 1880, 1312]
race-title: HURRY SKURRY.: [354, 164, 442, 176]
horse-name: Merrythought: [289, 227, 352, 240]
article-title: ENGLISH EXTRACTS.: [585, 59, 738, 74]
ad-text: Also,: [1731, 1359, 1756, 1371]
placing: 2: [248, 761, 254, 773]
paragraph: A Cambridge dressmaker has invented a novel mode of testing her work-people's honesty. Having weighed the materials for a cloak before: [552, 1635, 771, 1690]
paragraph: A man who was found "drunk and incapable" in the street, excused himself by saying that it would not have happened had he not undertaken for a wager to eat a pound of raw sprats, and drink a bottle of rum.: [816, 274, 1035, 343]
race-title: CONSOLATION HANDICAP of 10 sovs. Distance, one mile.: [35, 1566, 254, 1592]
ad-text: BOOKING OFFICES:: [1691, 347, 1795, 360]
advert-wanted: [1343, 1265, 1562, 1348]
placing: 3: [248, 1625, 254, 1638]
result-row: [35, 775, 254, 789]
ad-text: STOCK OF DRAPERY, CLOTHING,: [1656, 781, 1831, 793]
horse-name: Wexford: [289, 150, 328, 162]
ad-text: TEVIOT, CLYDE, & CROMWELL.: [1659, 196, 1827, 209]
ad-text: Nov. 6, 1873.: [1607, 1022, 1668, 1034]
ad-title: LONDON HOUSE, CLYDE,: [1634, 695, 1852, 714]
placing: 1: [502, 122, 508, 135]
placing: 2: [248, 907, 254, 920]
advert-royal-mail: [1607, 455, 1880, 685]
placing: 1: [248, 1722, 254, 1735]
result-row: [289, 77, 508, 91]
horse-name: Pillbox: [289, 195, 322, 208]
article-title: NOTES BY SNOOKS.: [326, 358, 470, 374]
result-row: [35, 1311, 254, 1325]
horse-name: W. Crossan's Jenny: [35, 1165, 123, 1177]
horse-name: Roderick: [289, 122, 331, 135]
placing: 1 1: [239, 1388, 254, 1401]
paragraph: The marked improvement both in the manner and tone of Dr. Kenealy's address to the jury in the Tichborne case since the Lord Chief Justice felt it necessary to administer to the learned counsel a solemn reproof and warning, affords another example of the beneficial influence of that discretionary power over the course of judicial proceedings with which our judges are invested. No one who has read from time to time the reports of this protracted investigation can fail to have been struck with the necessity for some check in the interest of the public upon the privileges of the bar, which in the eyes of some critics appear to be paramount over all other considerations. The privilege, for example, of speaking freely in pleading without fear of an action for libel, might easily be made an intolerable nuisance without some restraint more powerful than the "sense of professional honor," which experience has unhappily shown to be sometimes an insufficient guarantee for decency and moderation. When the character of witnesses are assailed without reasonable ground—when imputations of base and unworthy motives are made upon "no little of evidence," it is not only the right but the duty of a judge to interpose a protest, and, if need be a severe censure. It would otherwise be very easy for an unscrupulous counsel practising at the criminal bar to establish a sort of terrorism sufficient to deter all but persons of the strongest nerves from entering the witness-box, and it is obvious that any counsel who had acquired a reputation for scaring away inconvenient witnesses in this way would not likely to want business of a certain sort. But the public have a deep interest in the protection of honest witnesses; and the judge who, mindful of this fact, interferes on their behalf, will assuredly carry with him the sympathy of all decent persons.: [816, 1133, 1035, 1701]
paragraph: Joaquin Mill, the Californian poet, according to the New York Christian Union, loves his countrymen but little, and is consequently admired in proportion to his scorn. He was recently staying at Geneva, and as he himself confesses found the town too full of Americans for his liking. Determined to quit the place, he drove to the nearest steamer, and went on board. "Where do you wish to go?" asked the ticket clerk. "Monsieur, take me to some place where there are no Americans," replied the poet. The clerk looked at him for a moment, then helplessly up and down the lake, and away across to Mont Blanc, and finally shook his head. Suddenly, however, a new idea seemed to strike him, and he lifted up his eyes towards Heaven.: [1343, 476, 1562, 710]
ad-name: GEORGE CLARK,: [1683, 955, 1804, 967]
result-row: [289, 195, 508, 209]
column-7: [1607, 59, 1880, 1952]
placing: 1: [248, 893, 254, 906]
ad-text: CONVEYANCER.: [1699, 1202, 1787, 1215]
ad-place: Alexandra.: [1511, 1588, 1562, 1600]
results: [289, 181, 508, 209]
result-row: [35, 1402, 254, 1416]
horse-name: J. Crossan's Maid of Athens, 3yrs: [35, 747, 187, 760]
placing: 3: [248, 1521, 254, 1533]
ad-text: And any of the public who require such Goods will find upon purchasing the Great Sacrifice which is being Made.: [1607, 923, 1880, 949]
paragraph: HOLLOWAY'S OINTMENT AND PILLS.—In cases of chronic indigestion, disordered disordered liver, and general debility, these Pills are wonderfully effective. They indeed have so general and powerful an effect on the whole system that they clear away or ward off most of the ills that flesh is heir to. They cleanse the bowels, purify the blood, correct biliousness, give tone to the stomach, excite a healthy appetite, produce sound sleep, and increase energy to both mind and body. The admirable properties of these far-famed Pills are too highly appreciated to require lengthened encomium here, as they are resorted to by rich and poor of every nation. The cures they effect are not temporary or imperfect, but are seen in a marvellous and most beneficial change throughout the entire body, which enables it with renovated powers to resist the approach of all future attacks.: [1343, 983, 1562, 1259]
ad-text: FARES: Through from Dunedin to Clyde, £2 10s.; to Queenstown, £3 10s.; intermediate stages and parcels at proportionate rates.: [1607, 301, 1880, 342]
placing: 2: [248, 1507, 254, 1519]
placing: 2: [502, 195, 508, 208]
ad-text: VIA: [1733, 179, 1753, 191]
horse-name: Fenian: [35, 1863, 66, 1875]
horse-name: J. Crossan's Maid of Athens, 3yrs, 7st: [35, 1297, 206, 1310]
horse-name: Cressidor: [35, 1625, 79, 1638]
paragraph: A singular case came before the Merthyr Board of Guardians lately. The Rev. Dr. Young, Welsh Wesleyan Minister, had been applied to by the relieving officer of Gellygaer parish for a contribution towards the maintenance of his mother, who had been in receipt of parish relief for several years. The rev. gentleman wrote a letter in answer to the officer in which he stated that in consequence of the small stipend which he received from the Wesleyan Society, he could not give anything towards his mother's support without inconveniencing and embarrassing himself. For four years—probation four years—he had been getting only 40l. a year. Twelve months ago he emerged from that lifeful period of his existence, and was put on a higher scale, his stipend now was 98l. 12s. per annum; but out of that he had to pay 21l. a year rent and taxes of circuit house, 5l. 10s. travelling expenses, 6l. to the Circuit Itinerant Fund, and 9l. 1s to other funds in connection with the society, so that he really had but a trifle over 1l. a week to find himself and family of four in the domestic requirements of living, and he had had a deal of sickness in his house. The Guardians thought it was an extraordinary statement to receive from a minister, and while wishing to do nothing which might pauperise himself, they would do their duty to the ratepayers by offering the mother the option of the house, in the hope that it might prompt the Church of which her son was a minister to do something for her.—Bristol Daily Post.: [1079, 109, 1298, 579]
advert-preliminary: [1343, 1353, 1562, 1482]
results: [35, 893, 254, 949]
result-row: [35, 1283, 254, 1297]
article-title: AN AMERICAN KING.: [1112, 597, 1266, 613]
column-rule: [1050, 59, 1051, 1952]
placing: 3: [248, 921, 254, 934]
result-row: [35, 1922, 254, 1936]
ad-text: From this date.: [1709, 869, 1778, 882]
ad-title: COACHES! COACHES!!: [1645, 59, 1841, 76]
ad-text: TO LAWRENCE & QUEENSTOWN,: [1655, 161, 1831, 174]
ad-text: Fares, £1 0s 0d.: [1618, 636, 1690, 648]
placing: 2 2: [239, 1402, 254, 1414]
ad-name: JOHN COLE CHAPPLE: [1395, 1450, 1510, 1463]
race-title: SECOND DAY.: [108, 1936, 181, 1948]
ad-text: THE most simple, complete and perfect Machines yet invented. G. M. ALDRICH, Agent, corner of Princes and Dowling Streets, Dunedin.: [1607, 1064, 1880, 1105]
race-title: MAIDEN PLATE.: [102, 1704, 187, 1717]
placing: 2: [502, 241, 508, 253]
result-row: [35, 1611, 254, 1625]
article-title: SPEAR-GRASS FLAT RACES.: [44, 59, 245, 74]
paragraph: A person, who considers himself "the most ill used man in the world," is now in custody for an assault upon H.R.H. the Duke of Cambridge, committed in front of the Horse Guards. His name is C. Stoddert Mansell, and he is a retired captain of the 82nd foot. It appears that after telling the Duke that he had grievously wronged him, struck him twice in the chest with his fist. A constable witnessed the assault, but understood at the time that H.R.H. did not wish to prosecute, so that he only took the name and address of the assailant, who was subsequently arrested at a model lodging house near Oxford street.: [552, 1378, 771, 1571]
ad-text: ROYAL MAIL: [1708, 461, 1778, 474]
ad-text: DUNEDIN: [1709, 143, 1778, 156]
ad-text: IN Consequence of unforseen business difficulties, it is compulsory that the whole of the well-selected: [1607, 749, 1880, 776]
horse-name: Sultana: [35, 1598, 69, 1610]
article-title: MISCELLANEOUS.: [1386, 59, 1518, 74]
paragraph: she sent it to be made up, she found the garment deficient on its return, and sued the sempstress for the missing pieces, but was defeated.: [816, 59, 1035, 99]
placing: 2: [248, 1876, 254, 1889]
ad-text: YEEND & POPE beg to inform the Travelling Public that, on and after the 20th of March, 1874, they will Extend their: [1607, 76, 1880, 103]
race-title: HURRY SKURRY.: [100, 1890, 189, 1903]
ad-text: GENERAL COMMISSION AGENT,: [1367, 1701, 1537, 1714]
result-row: [35, 1416, 254, 1430]
paragraph: Strolling up to a convenient and much used resting place, I took my seat but soon had to leave as I found several parties evidently showing strong symptoms of real on the brain, as of all things I hate getting into a controversy on such matters. I next tried a favorite spot of mine, the crowd was too thick, and as Yankee Graft is prohibited, I took a stroll and had a look at our Court House, which is of quite general proportions, long and narrow, and is to be nicely ornamented on the exterior; the iron roof is a little remarkable and shows that it is not of native production, as it bears memories of having crossed the sad sea waves; I don't like it, but there is not much that I can growl about if the Beaks don't find the two end rooms rather inconvenient.: [289, 983, 508, 1217]
paragraph: Inspired by the success of the recent lectures on cookery at the International Exhibition, Leeds has determined to establish a Yorkshire School of Cookery.: [552, 94, 771, 148]
horse-name: Shepherd's Daughter: [289, 182, 383, 194]
horse-name: J. Bailey's Odd Stockings, aged: [35, 775, 178, 787]
paragraph: The vicar of Belstone, Devon, and his wife, have been fined each 5l. and bound over in 100l. for ill treating their son, a boy of fourteen.: [552, 484, 771, 524]
result-row: [35, 747, 254, 761]
horse-name: P. Carroll's July Callaghan: [35, 1151, 155, 1163]
paragraph: The three murderers—Dawson, Gough, and Thompson—sentenced to death at the last Durham Gaol delivery, were executed on the 5th of January, in Durham Gaol, the executioner being William Marwood, of Horncastle. The culprits retired to rest at ten o'clock on Sunday. Gough was wakeful, but the other two slept soundly until six o'clock, when they all arose. After breakfast the clergymen were in attendance, and shortly before eight o'clock the condemned men were conducted to the press yard, and thence to the scaffold. As they left the room, Thompson said: "I die for her I love! I have nothing more to say." After arrival at the scaffold, Dawson and Thompson were attached to opposite ends of one cross-bar, Gough being placed in the centre of another. Preliminaries were quickly gone through, and soon after 8 o'clock the extreme sentence of the law had been completed. Thompson suffered considerably, but the other two died almost immediately. The usual inquest was held, and the bodies afterwards interred in the yard of the gaol. The reporters of the press were excluded from witnessing the execution.—Thomas Corrigan, aged 23, a dock laborer, sentenced to death at the last Liverpool Assizes, for the murder of his mother, was also executed on Monday morning, within the precincts of Kirkdale Gaol, Liverpool, the operator being Anderson, Calcraft's assistant. The man, though penitent, remained tolerably composed to the last moment, and met his fate with fortitude. He was attended by the Roman Catholic Chaplain of the gaol, with whom he engaged in prayer, previous to his execution. He ascended the steps with a firm tread, and stood erect on the scaffold, engaged in prayer, but exhibiting no symptoms of fear. When he had said, in response to the Litany recited to him by the priest, "Lord Jesus, into thy hands I commend my spirit," the drop fell, and the body was almost motionless in a few moments. Some minutes afterwards, however, convulsive agitation, particularly about the chest, was once or twice apparent. An inquest was held in the usual form, and a cast of the countenance was taken by a phrenologist.: [1079, 1030, 1298, 1694]
paragraph: Yesterday, being St. Patrick's day, I ventured out in daylight, when lo! I beheld with my dimmed vision five wagon-loads of wool coming over the hill. My eyes I here is a patch, thinks I, they are going across the bridge, and Clyde will not rejoice a little. I do not know what made me think of a bridge, without it was that I had been toasting St. Patrick, it proved a delusion, for no bridge was there, and the poor jehus had to thread their weary way down Fraser's Flat to Alexandra. I made some inquiries, and was told it was all a mistake, and although it was said that the bridge was as good as built, that wily politician Mac and his advisers had just humbugged our experienced legislator into the belief it was all right—it was only just the matter of a few thousands that was wanted, a mere flea-bite, and the Assembly would do it like a Bird, but they did not see it.: [289, 716, 508, 978]
